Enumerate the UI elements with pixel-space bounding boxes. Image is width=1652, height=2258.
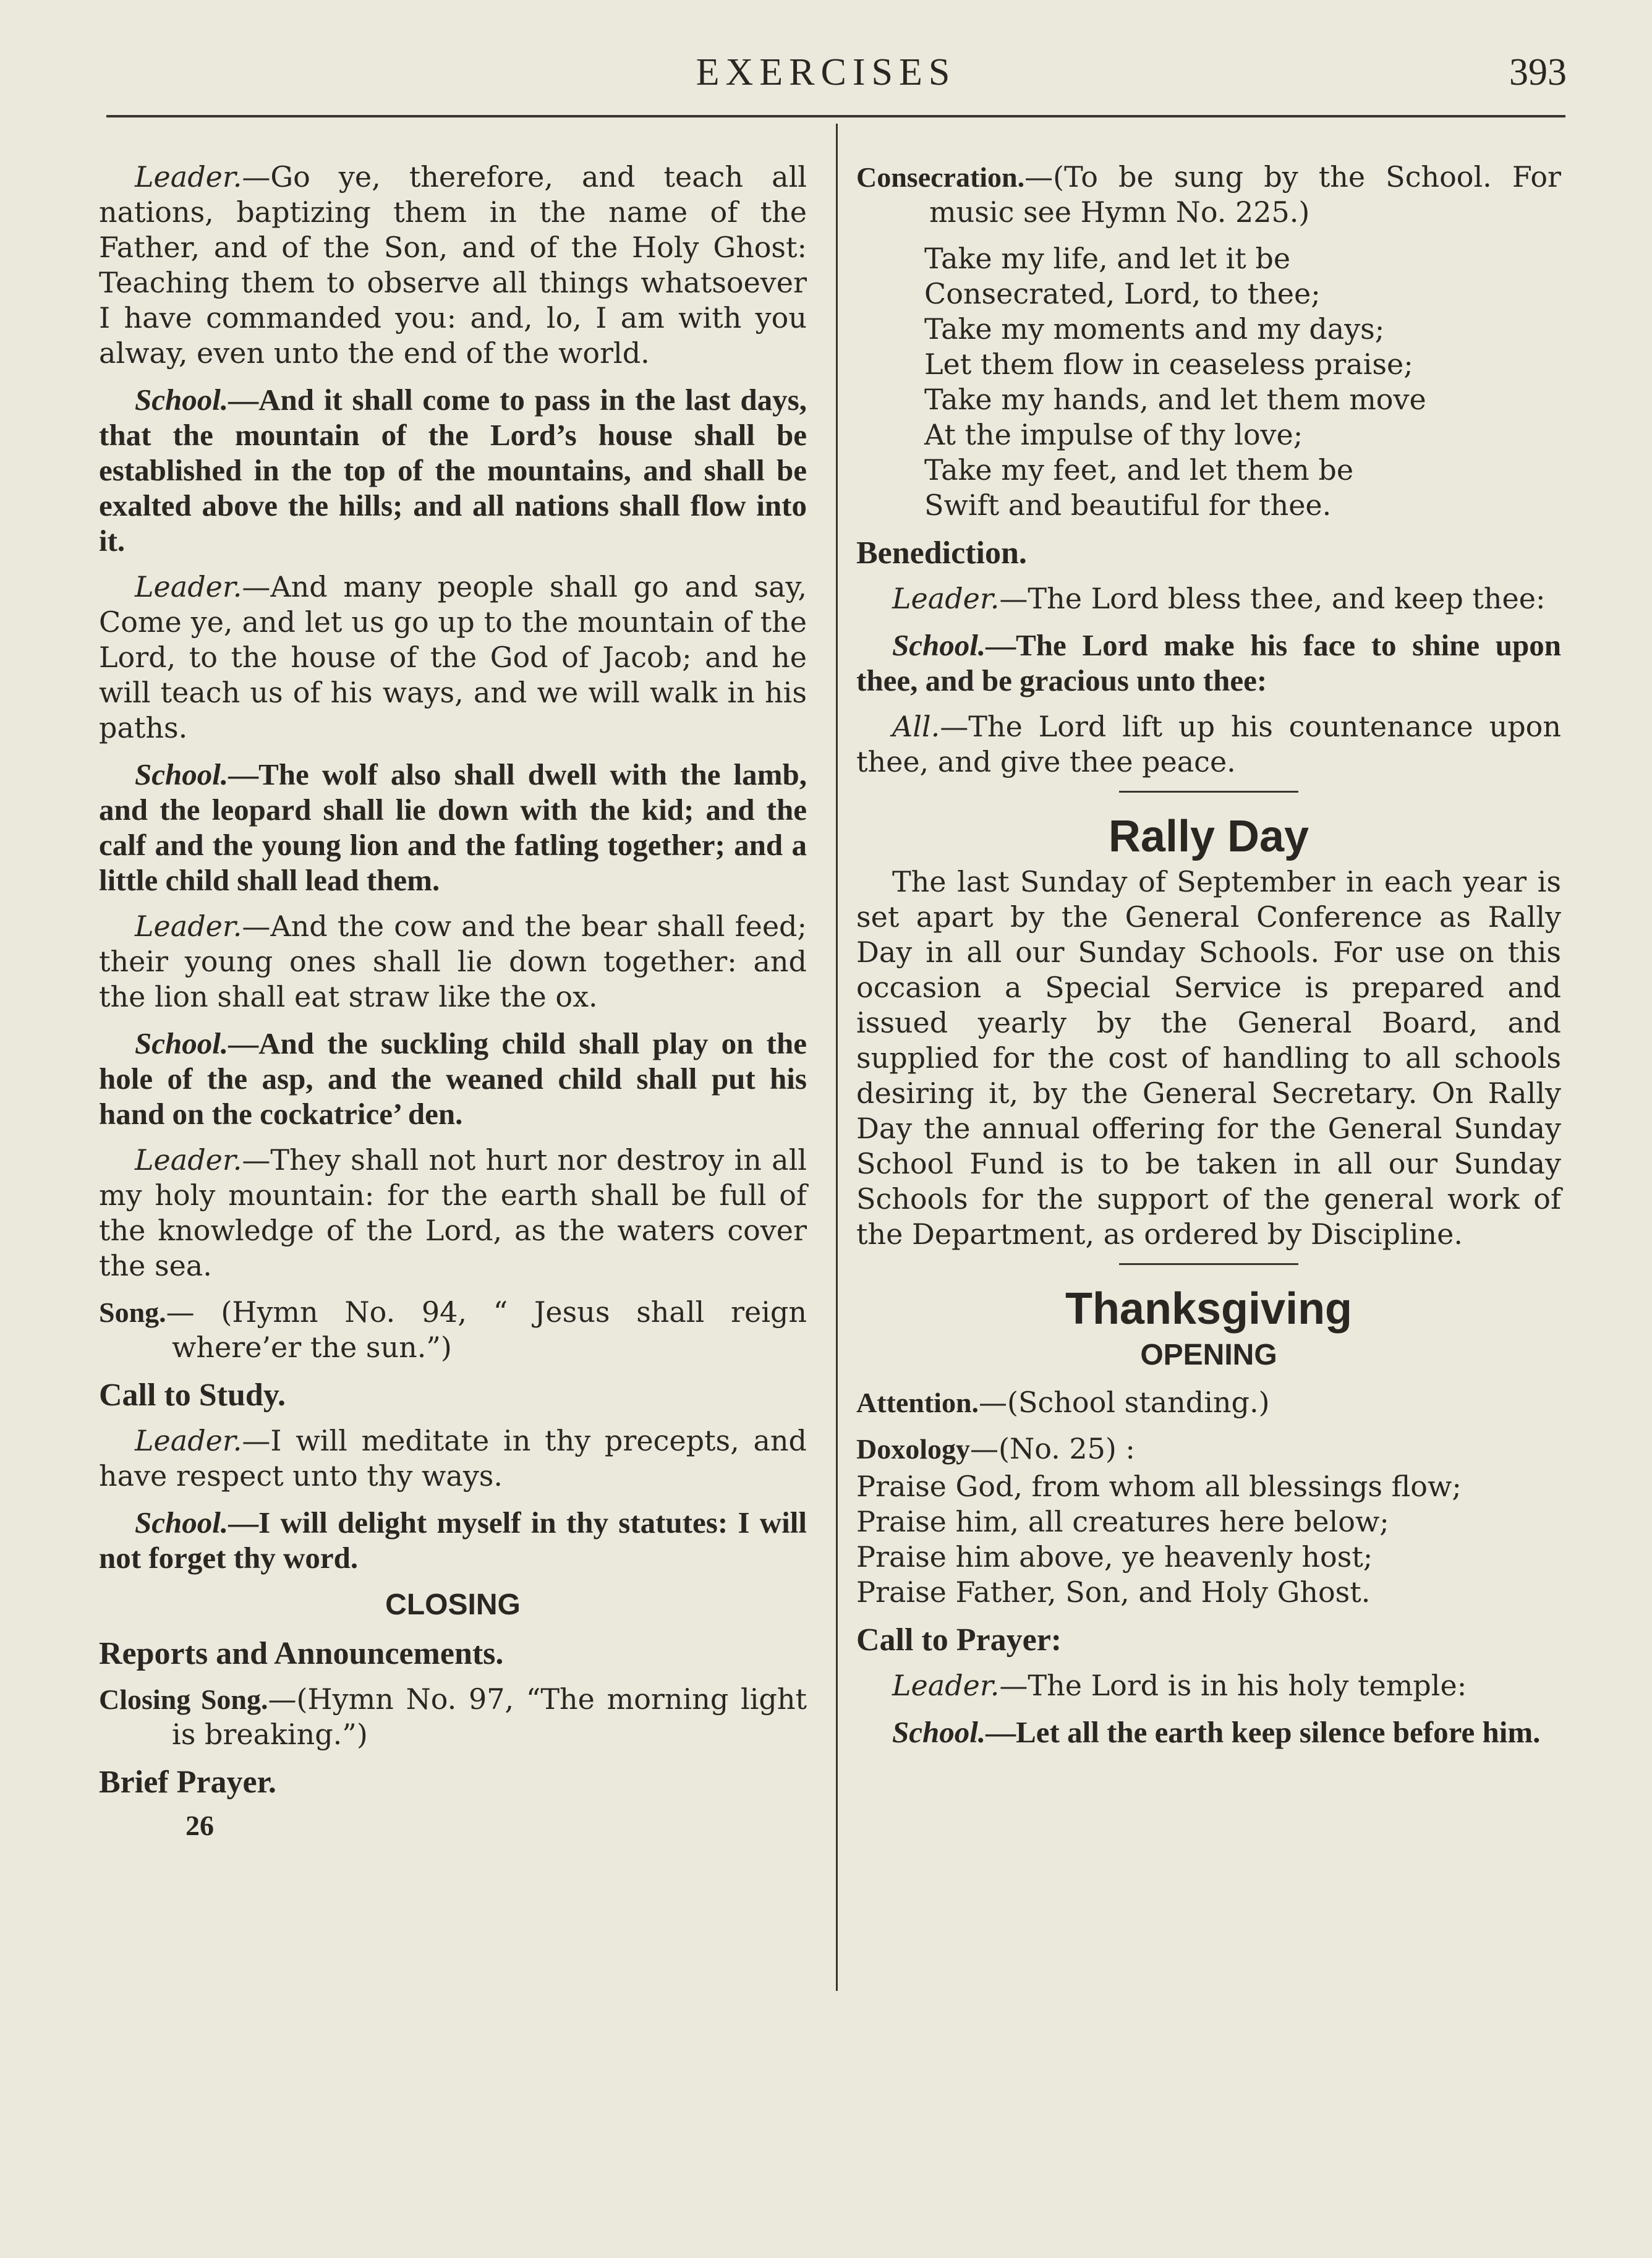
hymn-line: Take my life, and let it be — [924, 242, 1291, 275]
responsive-reading-school: School.—And the suckling child shall play on the hole of the asp, and the weaned child shall put his hand on the cockatrice’ den. — [99, 1026, 807, 1131]
consecration-hymn — [856, 241, 1561, 523]
responsive-reading-school: School.—The wolf also shall dwell with the lamb, and the leopard shall lie down with the kid; and the calf and the young lion and the fatling together; and a little child shall lead them. — [99, 757, 807, 897]
hymn-line: Take my moments and my days; — [924, 312, 1385, 346]
consecration-item: Consecration.—(To be sung by the School. For music see Hymn No. 225.) — [856, 160, 1561, 229]
running-header-title: EXERCISES — [696, 51, 956, 93]
header-rule — [106, 115, 1565, 117]
hymn-line: Let them flow in ceaseless praise; — [924, 347, 1413, 381]
hymn-line: Consecrated, Lord, to thee; — [924, 277, 1321, 310]
doxology-line: Praise him, all creatures here below; — [856, 1505, 1389, 1538]
signature-folio: 26 — [185, 1810, 214, 1841]
hymn-line: At the impulse of thy love; — [924, 418, 1303, 451]
hymn-line: Take my hands, and let them move — [924, 383, 1426, 416]
doxology-line: Praise Father, Son, and Holy Ghost. — [856, 1575, 1371, 1609]
brief-prayer-heading: Brief Prayer. — [99, 1765, 276, 1800]
responsive-reading-school: School.—And it shall come to pass in the last days, that the mountain of the Lord’s house shall be established in the top of the mountains, and shall be exalted above the hills; and all nations shall flow into it. — [99, 383, 807, 558]
opening-heading: OPENING — [1140, 1339, 1277, 1371]
section-divider — [1119, 791, 1298, 793]
benediction-school: School.—The Lord make his face to shine upon thee, and be gracious unto thee: — [856, 628, 1561, 697]
responsive-reading-leader: Leader.—I will meditate in thy precepts, and have respect unto thy ways. — [99, 1424, 807, 1493]
hymn-line: Take my feet, and let them be — [924, 453, 1354, 487]
rally-day-text: The last Sunday of September in each year is set apart by the General Conference as Rally Day in all our Sunday Schools. For use on this occasion a Special Service is prepared and issued yearly by the General Board, and supplied for the cost of handling to all schools desiring it, by the General Secretary. On Rally Day the annual offering for the General Sunday School Fund is to be taken in all our Sunday Schools for the support of the general work of the Department, as ordered by Discipline. — [856, 865, 1561, 1251]
column-divider — [836, 124, 838, 1991]
responsive-reading-leader: Leader.—And many people shall go and say, Come ye, and let us go up to the mountain of the Lord, to the house of the God of Jacob; and he will teach us of his ways, and we will walk in his paths. — [99, 570, 807, 744]
benediction-heading: Benediction. — [856, 535, 1027, 571]
benediction-all: All.—The Lord lift up his countenance upon thee, and give thee peace. — [856, 710, 1561, 778]
doxology-line: Praise him above, ye heavenly host; — [856, 1540, 1373, 1574]
call-to-prayer-leader: Leader.—The Lord is in his holy temple: — [892, 1669, 1467, 1702]
left-column — [99, 160, 807, 1841]
responsive-reading-leader: Leader.—And the cow and the bear shall feed; their young ones shall lie down together: and the lion shall eat straw like the ox. — [99, 910, 807, 1013]
closing-song-item: Closing Song.—(Hymn No. 97, “The morning light is breaking.”) — [99, 1682, 807, 1751]
call-to-prayer-school: School.—Let all the earth keep silence before him. — [892, 1715, 1541, 1749]
thanksgiving-title: Thanksgiving — [1065, 1284, 1353, 1334]
call-to-prayer-heading: Call to Prayer: — [856, 1622, 1062, 1658]
doxology-line: Praise God, from whom all blessings flow; — [856, 1470, 1462, 1503]
reports-heading: Reports and Announcements. — [99, 1636, 504, 1671]
responsive-reading-leader: Leader.—They shall not hurt nor destroy in all my holy mountain: for the earth shall be full of the knowledge of the Lord, as the waters cover the sea. — [99, 1143, 807, 1282]
attention-item: Attention.—(School standing.) — [856, 1386, 1270, 1419]
page-number: 393 — [1509, 51, 1567, 93]
closing-heading: CLOSING — [385, 1588, 521, 1621]
section-divider — [1119, 1263, 1298, 1265]
right-column — [856, 160, 1561, 1761]
song-item: Song.— (Hymn No. 94, “ Jesus shall reign where’er the sun.”) — [99, 1295, 807, 1364]
benediction-leader: Leader.—The Lord bless thee, and keep thee: — [892, 582, 1546, 615]
responsive-reading-school: School.—I will delight myself in thy statutes: I will not forget thy word. — [99, 1506, 807, 1575]
hymn-line: Swift and beautiful for thee. — [924, 488, 1332, 522]
call-to-study-heading: Call to Study. — [99, 1378, 286, 1413]
doxology-item: Doxology—(No. 25) : — [856, 1432, 1135, 1465]
responsive-reading-leader: Leader.—Go ye, therefore, and teach all nations, baptizing them in the name of the Father, and of the Son, and of the Holy Ghost: Teaching them to observe all things whatsoever I have commanded you: and, lo, I am with you alway, even unto the end of the world. — [99, 160, 807, 370]
doxology-verse — [856, 1469, 1561, 1610]
rally-day-title: Rally Day — [1108, 812, 1309, 861]
